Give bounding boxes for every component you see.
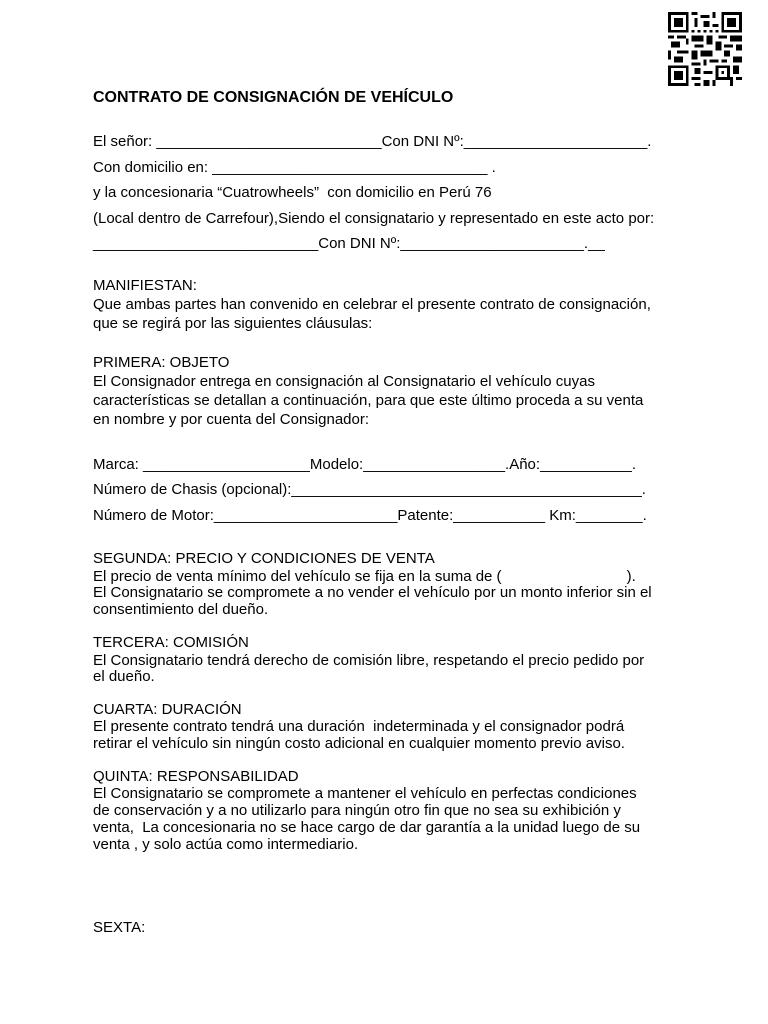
primera-text-1: El Consignador entrega en consignación al Consignatario el vehículo cuyas — [93, 373, 595, 390]
senor-line: El señor: ___________________________Con DNI Nº:______________________. — [93, 133, 652, 150]
manifiestan-text-1: Que ambas partes han convenido en celebrar el presente contrato de consignación, — [93, 296, 651, 313]
sexta-heading: SEXTA: — [93, 919, 146, 936]
domicilio-line: Con domicilio en: _________________________________ . — [93, 159, 496, 176]
primera-text-3: en nombre y por cuenta del Consignador: — [93, 411, 370, 428]
segunda-text-3: consentimiento del dueño. — [93, 601, 269, 618]
quinta-text-3: venta, La concesionaria no se hace cargo de dar garantía a la unidad luego de su — [93, 819, 641, 836]
manifiestan-heading: MANIFIESTAN: — [93, 277, 197, 294]
tercera-text-1: El Consignatario tendrá derecho de comisión libre, respetando el precio pedido por — [93, 652, 645, 669]
quinta-heading: QUINTA: RESPONSABILIDAD — [93, 768, 299, 785]
segunda-heading: SEGUNDA: PRECIO Y CONDICIONES DE VENTA — [93, 550, 435, 567]
segunda-text-2: El Consignatario se compromete a no vender el vehículo por un monto inferior sin el — [93, 584, 652, 601]
marca-line: Marca: ____________________Modelo:_________________.Año:___________. — [93, 456, 636, 473]
chasis-line: Número de Chasis (opcional):__________________________________________. — [93, 481, 646, 498]
primera-text-2: características se detallan a continuación, para que este último proceda a su venta — [93, 392, 644, 409]
tercera-text-2: el dueño. — [93, 668, 155, 685]
quinta-text-4: venta , y solo actúa como intermediario. — [93, 836, 359, 853]
concesionaria-line: y la concesionaria “Cuatrowheels” con domicilio en Perú 76 — [93, 184, 492, 201]
qr-code-icon — [665, 12, 745, 86]
tercera-heading: TERCERA: COMISIÓN — [93, 634, 249, 651]
representado-line: ___________________________Con DNI Nº:______________________.__ — [93, 235, 605, 252]
cuarta-text-2: retirar el vehículo sin ningún costo adicional en cualquier momento previo aviso. — [93, 735, 625, 752]
motor-line: Número de Motor:______________________Patente:___________ Km:________. — [93, 507, 647, 524]
quinta-text-1: El Consignatario se compromete a mantener el vehículo en perfectas condiciones — [93, 785, 637, 802]
quinta-text-2: de conservación y a no utilizarlo para ningún otro fin que no sea su exhibición y — [93, 802, 621, 819]
document-title: CONTRATO DE CONSIGNACIÓN DE VEHÍCULO — [93, 89, 454, 106]
manifiestan-text-2: que se regirá por las siguientes cláusulas: — [93, 315, 373, 332]
segunda-text-1: El precio de venta mínimo del vehículo se fija en la suma de ( ). — [93, 568, 636, 585]
cuarta-text-1: El presente contrato tendrá una duración indeterminada y el consignador podrá — [93, 718, 625, 735]
primera-heading: PRIMERA: OBJETO — [93, 354, 230, 371]
local-line: (Local dentro de Carrefour),Siendo el consignatario y representado en este acto por: — [93, 210, 655, 227]
cuarta-heading: CUARTA: DURACIÓN — [93, 701, 242, 718]
